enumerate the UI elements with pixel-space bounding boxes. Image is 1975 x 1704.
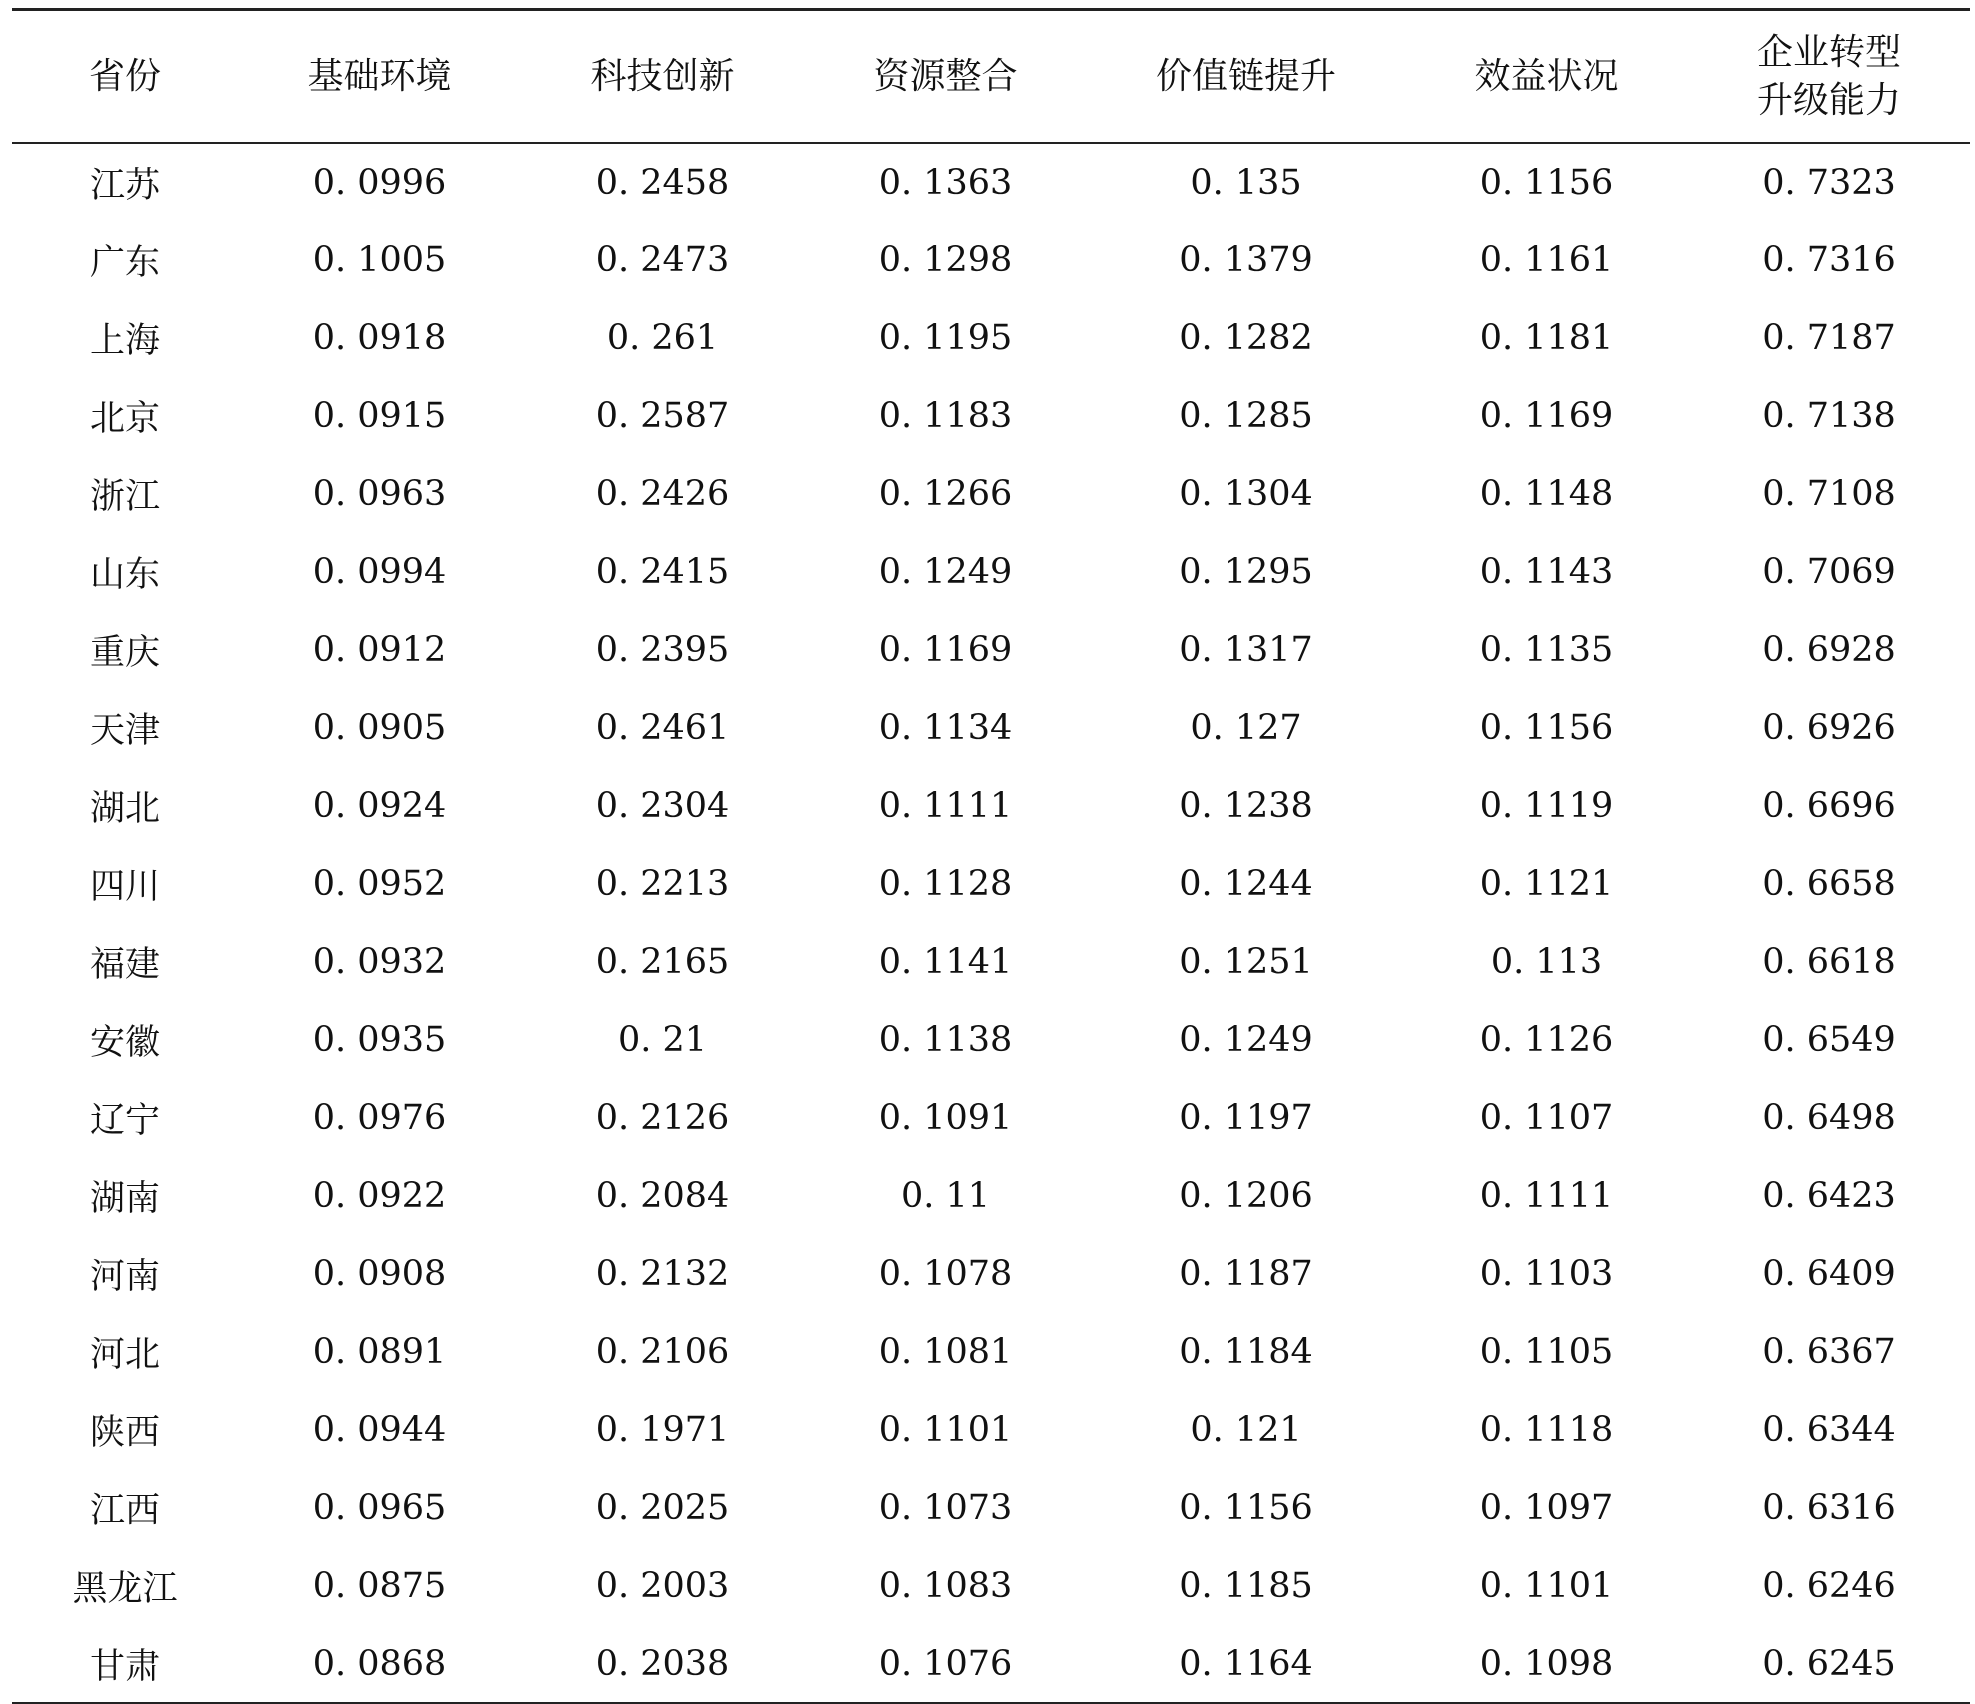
cell-transformation-capability: 0. 6618 [1762,942,1896,982]
cell-basic-environment: 0. 0976 [312,1098,447,1138]
cell-province: 四川 [89,867,160,907]
cell-basic-environment: 0. 0935 [312,1020,447,1060]
cell-resource-integration: 0. 1363 [878,162,1013,203]
table-row [12,845,1970,923]
cell-resource-integration: 0. 1249 [878,552,1013,592]
cell-benefit-status: 0. 1169 [1479,396,1614,436]
cell-value-chain-upgrade: 0. 1379 [1179,240,1313,280]
cell-benefit-status: 0. 1126 [1479,1020,1614,1060]
cell-transformation-capability: 0. 6658 [1762,864,1896,904]
cell-transformation-capability: 0. 6423 [1762,1176,1896,1216]
header-row [12,10,1970,144]
cell-basic-environment: 0. 0965 [312,1488,447,1528]
cell-transformation-capability: 0. 6246 [1762,1566,1896,1606]
cell-tech-innovation: 0. 2458 [595,162,730,203]
cell-transformation-capability: 0. 7187 [1762,318,1896,358]
cell-transformation-capability: 0. 6549 [1762,1020,1896,1060]
cell-value-chain-upgrade: 0. 1285 [1179,396,1313,436]
table-row [12,1469,1970,1547]
cell-basic-environment: 0. 0875 [312,1566,447,1606]
cell-value-chain-upgrade: 0. 1184 [1179,1332,1313,1372]
table-body [12,143,1970,1703]
cell-transformation-capability: 0. 6344 [1762,1410,1896,1450]
cell-tech-innovation: 0. 2587 [595,396,730,436]
cell-transformation-capability: 0. 7316 [1762,240,1896,280]
cell-province: 江西 [89,1491,160,1531]
cell-province: 陕西 [89,1413,160,1453]
cell-tech-innovation: 0. 2003 [595,1566,730,1606]
cell-transformation-capability: 0. 6367 [1762,1332,1896,1372]
cell-tech-innovation: 0. 2304 [595,786,730,826]
cell-tech-innovation: 0. 2165 [595,942,730,982]
cell-resource-integration: 0. 1076 [804,1625,1087,1703]
cell-benefit-status: 0. 1097 [1479,1488,1614,1528]
cell-tech-innovation: 0. 1971 [595,1410,730,1450]
cell-tech-innovation: 0. 2106 [595,1332,730,1372]
table-header [12,10,1970,144]
cell-value-chain-upgrade: 0. 1185 [1179,1566,1313,1606]
cell-transformation-capability: 0. 7138 [1762,396,1896,436]
cell-benefit-status: 0. 1103 [1479,1254,1614,1294]
cell-benefit-status: 0. 1148 [1479,474,1614,514]
cell-value-chain-upgrade: 0. 127 [1190,708,1302,748]
header-transformation-capability [1688,10,1970,144]
cell-value-chain-upgrade: 0. 1156 [1179,1488,1313,1528]
cell-basic-environment: 0. 0922 [312,1176,447,1216]
cell-province: 安徽 [89,1023,160,1063]
cell-province: 广东 [89,243,160,283]
cell-basic-environment: 0. 0918 [312,318,447,358]
cell-resource-integration: 0. 1195 [878,318,1013,358]
cell-benefit-status: 0. 1098 [1405,1625,1688,1703]
cell-province: 湖北 [89,789,160,829]
cell-tech-innovation: 0. 2415 [595,552,730,592]
cell-benefit-status: 0. 1161 [1479,240,1614,280]
cell-value-chain-upgrade: 0. 1295 [1179,552,1313,592]
cell-basic-environment: 0. 1005 [312,240,447,280]
table-row [12,1313,1970,1391]
cell-benefit-status: 0. 1121 [1479,864,1614,904]
cell-tech-innovation: 0. 21 [617,1020,708,1060]
table-row [12,1547,1970,1625]
table-row [12,1001,1970,1079]
cell-transformation-capability: 0. 6245 [1688,1625,1970,1703]
cell-value-chain-upgrade: 0. 121 [1190,1410,1302,1450]
cell-resource-integration: 0. 1083 [878,1566,1013,1606]
cell-tech-innovation: 0. 261 [606,318,719,358]
cell-basic-environment: 0. 0963 [312,474,447,514]
table-row [12,455,1970,533]
header-tech-innovation: 科技创新 [521,10,804,144]
cell-resource-integration: 0. 1141 [878,942,1013,982]
cell-benefit-status: 0. 1119 [1479,786,1614,826]
header-resource-integration: 资源整合 [804,10,1087,144]
table-row [12,767,1970,845]
cell-benefit-status: 0. 1181 [1479,318,1614,358]
cell-province: 黑龙江 [72,1569,178,1609]
table-row [12,611,1970,689]
table-row [12,221,1970,299]
header-province: 省份 [12,10,238,144]
cell-province: 北京 [89,399,160,439]
header-line-2: 升级能力 [1756,79,1901,121]
cell-province: 河南 [89,1257,160,1297]
province-capability-table [12,8,1970,1704]
table-row [12,1157,1970,1235]
table-row [12,1235,1970,1313]
cell-basic-environment: 0. 0912 [312,630,447,670]
cell-value-chain-upgrade: 0. 1187 [1179,1254,1313,1294]
cell-tech-innovation: 0. 2461 [595,708,730,748]
cell-transformation-capability: 0. 7108 [1762,474,1896,514]
cell-basic-environment: 0. 0908 [312,1254,447,1294]
cell-value-chain-upgrade: 0. 1164 [1087,1625,1405,1703]
cell-basic-environment: 0. 0932 [312,942,447,982]
cell-province: 甘肃 [12,1625,238,1703]
table-row [12,923,1970,1001]
cell-value-chain-upgrade: 0. 1317 [1179,630,1313,670]
cell-resource-integration: 0. 1081 [878,1332,1013,1372]
cell-resource-integration: 0. 11 [900,1176,991,1216]
table-row [12,1079,1970,1157]
cell-basic-environment: 0. 0868 [238,1625,521,1703]
cell-transformation-capability: 0. 6696 [1762,786,1896,826]
cell-province: 重庆 [89,633,160,673]
cell-value-chain-upgrade: 0. 1249 [1179,1020,1313,1060]
cell-resource-integration: 0. 1183 [878,396,1013,436]
cell-basic-environment: 0. 0905 [312,708,447,748]
cell-tech-innovation: 0. 2213 [595,864,730,904]
cell-province: 河北 [89,1335,160,1375]
cell-resource-integration: 0. 1091 [878,1098,1013,1138]
cell-province: 辽宁 [89,1101,160,1141]
cell-basic-environment: 0. 0952 [312,864,447,904]
cell-basic-environment: 0. 0915 [312,396,447,436]
cell-province: 福建 [89,945,160,985]
cell-basic-environment: 0. 0891 [312,1332,447,1372]
cell-transformation-capability: 0. 6316 [1762,1488,1896,1528]
table-row [12,1391,1970,1469]
cell-province: 上海 [89,321,160,361]
header-line-1: 企业转型 [1756,31,1901,73]
cell-tech-innovation: 0. 2038 [521,1625,804,1703]
cell-basic-environment: 0. 0996 [312,162,447,203]
cell-value-chain-upgrade: 0. 1238 [1179,786,1313,826]
cell-tech-innovation: 0. 2025 [595,1488,730,1528]
cell-resource-integration: 0. 1169 [878,630,1013,670]
cell-resource-integration: 0. 1073 [878,1488,1013,1528]
cell-benefit-status: 0. 1156 [1479,708,1614,748]
cell-benefit-status: 0. 1118 [1479,1410,1614,1450]
cell-resource-integration: 0. 1111 [878,786,1013,826]
table-row [12,533,1970,611]
cell-resource-integration: 0. 1078 [878,1254,1013,1294]
cell-basic-environment: 0. 0994 [312,552,447,592]
table-row [12,143,1970,221]
cell-value-chain-upgrade: 0. 1304 [1179,474,1313,514]
cell-resource-integration: 0. 1266 [878,474,1013,514]
cell-transformation-capability: 0. 7323 [1762,162,1896,203]
cell-benefit-status: 0. 1111 [1479,1176,1614,1216]
cell-resource-integration: 0. 1128 [878,864,1013,904]
cell-transformation-capability: 0. 6928 [1762,630,1896,670]
cell-transformation-capability: 0. 7069 [1762,552,1896,592]
cell-province: 天津 [89,711,160,751]
header-value-chain-upgrade: 价值链提升 [1087,10,1405,144]
cell-value-chain-upgrade: 0. 1282 [1179,318,1313,358]
cell-benefit-status: 0. 1135 [1479,630,1614,670]
cell-tech-innovation: 0. 2132 [595,1254,730,1294]
cell-province: 湖南 [89,1179,160,1219]
cell-province: 浙江 [89,477,160,517]
cell-resource-integration: 0. 1138 [878,1020,1013,1060]
cell-value-chain-upgrade: 0. 1251 [1179,942,1313,982]
cell-benefit-status: 0. 1156 [1479,162,1614,203]
cell-resource-integration: 0. 1298 [878,240,1013,280]
cell-benefit-status: 0. 1107 [1479,1098,1614,1138]
header-benefit-status: 效益状况 [1405,10,1688,144]
cell-benefit-status: 0. 1105 [1479,1332,1614,1372]
header-basic-environment: 基础环境 [238,10,521,144]
cell-province: 山东 [89,555,160,595]
cell-value-chain-upgrade: 0. 1197 [1179,1098,1313,1138]
cell-value-chain-upgrade: 0. 1244 [1179,864,1313,904]
table-row [12,299,1970,377]
cell-tech-innovation: 0. 2473 [595,240,730,280]
cell-resource-integration: 0. 1134 [878,708,1013,748]
table-row [12,689,1970,767]
table-row [12,377,1970,455]
cell-tech-innovation: 0. 2084 [595,1176,730,1216]
table-row [12,1625,1970,1703]
cell-transformation-capability: 0. 6926 [1762,708,1896,748]
cell-benefit-status: 0. 113 [1490,942,1603,982]
cell-basic-environment: 0. 0924 [312,786,447,826]
cell-benefit-status: 0. 1143 [1479,552,1614,592]
cell-tech-innovation: 0. 2395 [595,630,730,670]
cell-transformation-capability: 0. 6409 [1762,1254,1896,1294]
cell-benefit-status: 0. 1101 [1479,1566,1614,1606]
cell-tech-innovation: 0. 2126 [595,1098,730,1138]
cell-basic-environment: 0. 0944 [312,1410,447,1450]
cell-resource-integration: 0. 1101 [878,1410,1013,1450]
cell-value-chain-upgrade: 0. 135 [1190,162,1302,203]
cell-value-chain-upgrade: 0. 1206 [1179,1176,1313,1216]
cell-tech-innovation: 0. 2426 [595,474,730,514]
cell-province: 江苏 [89,165,160,206]
cell-transformation-capability: 0. 6498 [1762,1098,1896,1138]
